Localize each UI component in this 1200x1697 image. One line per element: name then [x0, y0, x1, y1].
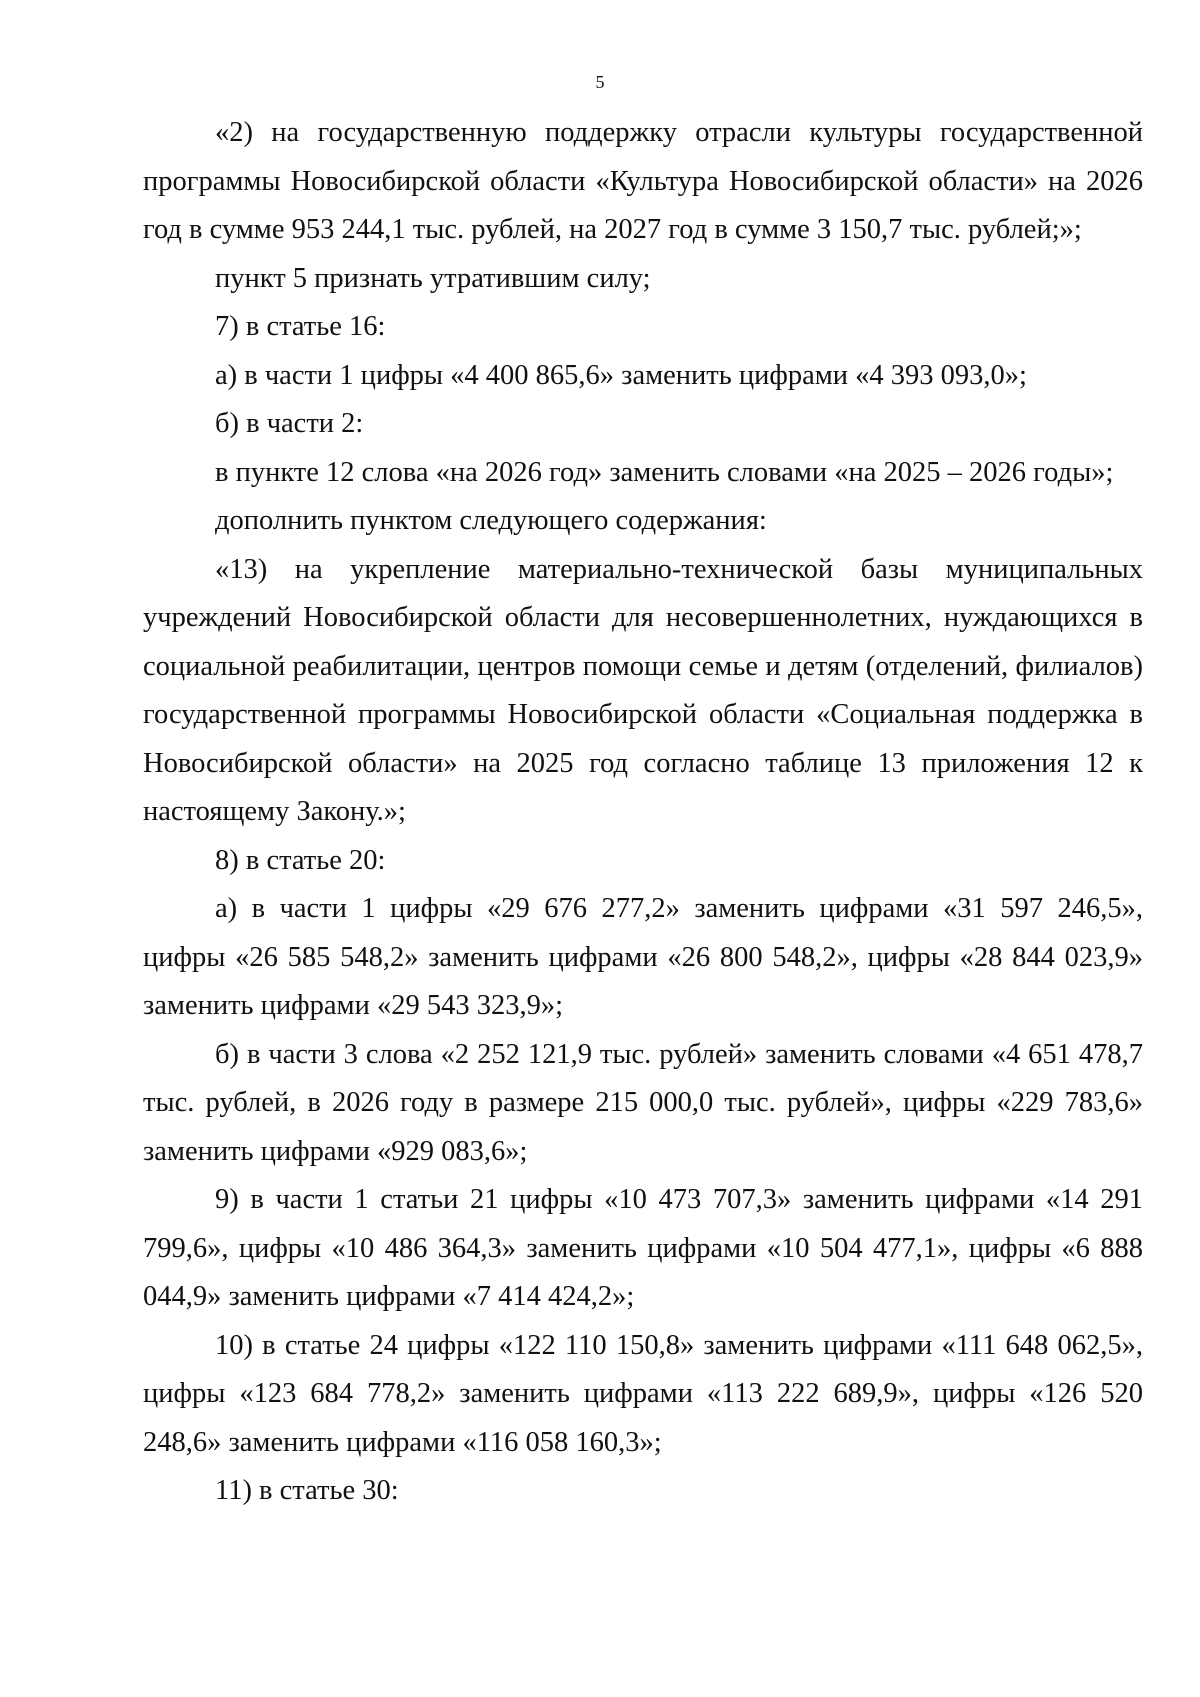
page-number: 5 [595, 72, 605, 92]
paragraph-article-21: 9) в части 1 статьи 21 цифры «10 473 707,3» заменить цифрами «14 291 799,6», цифры «10 486 364,3» заменить цифрами «10 504 477,1», цифры «6 888 044,9» заменить цифрами «7 414 424,2»; [143, 1184, 1143, 1312]
paragraph-article-20-part-3: б) в части 3 слова «2 252 121,9 тыс. рублей» заменить словами «4 651 478,7 тыс. рублей, в 2026 году в размере 215 000,0 тыс. рублей», цифры «229 783,6» заменить цифрами «929 083,6»; [143, 1038, 1143, 1167]
paragraph-article-20: 8) в статье 20: [215, 844, 386, 876]
paragraph-article-30: 11) в статье 30: [215, 1475, 399, 1506]
paragraph-item-5-repeal: пункт 5 признать утратившим силу; [215, 262, 651, 294]
paragraph-add-item: дополнить пунктом следующего содержания: [215, 505, 767, 536]
paragraph-article-20-part-1: а) в части 1 цифры «29 676 277,2» заменить цифрами «31 597 246,5», цифры «26 585 548,2» заменить цифрами «26 800 548,2», цифры «28 844 023,9» заменить цифрами «29 543 323,9»; [143, 893, 1143, 1021]
paragraph-article-16: 7) в статье 16: [215, 311, 386, 342]
paragraph-item-12-words: в пункте 12 слова «на 2026 год» заменить словами «на 2025 – 2026 годы»; [215, 456, 1114, 488]
document-body [143, 109, 1143, 1516]
paragraph-item-13: «13) на укрепление материально-технической базы муниципальных учреждений Новосибирской области для несовершеннолетних, нуждающихся в социальной реабилитации, центров помощи семье и детям (отделений, филиалов) государственной программы Новосибирской области «Социальная поддержка в Новосибирской области» на 2025 год согласно таблице 13 приложения 12 к настоящему Закону.»; [143, 553, 1143, 827]
paragraph-article-16-part-2: б) в части 2: [215, 408, 364, 439]
paragraph-article-16-part-1: а) в части 1 цифры «4 400 865,6» заменить цифрами «4 393 093,0»; [215, 359, 1027, 391]
paragraph-culture-support: «2) на государственную поддержку отрасли культуры государственной программы Новосибирской области «Культура Новосибирской области» на 2026 год в сумме 953 244,1 тыс. рублей, на 2027 год в сумме 3 150,7 тыс. рублей;»; [143, 117, 1143, 245]
paragraph-article-24: 10) в статье 24 цифры «122 110 150,8» заменить цифрами «111 648 062,5», цифры «123 684 778,2» заменить цифрами «113 222 689,9», цифры «126 520 248,6» заменить цифрами «116 058 160,3»; [143, 1329, 1143, 1458]
